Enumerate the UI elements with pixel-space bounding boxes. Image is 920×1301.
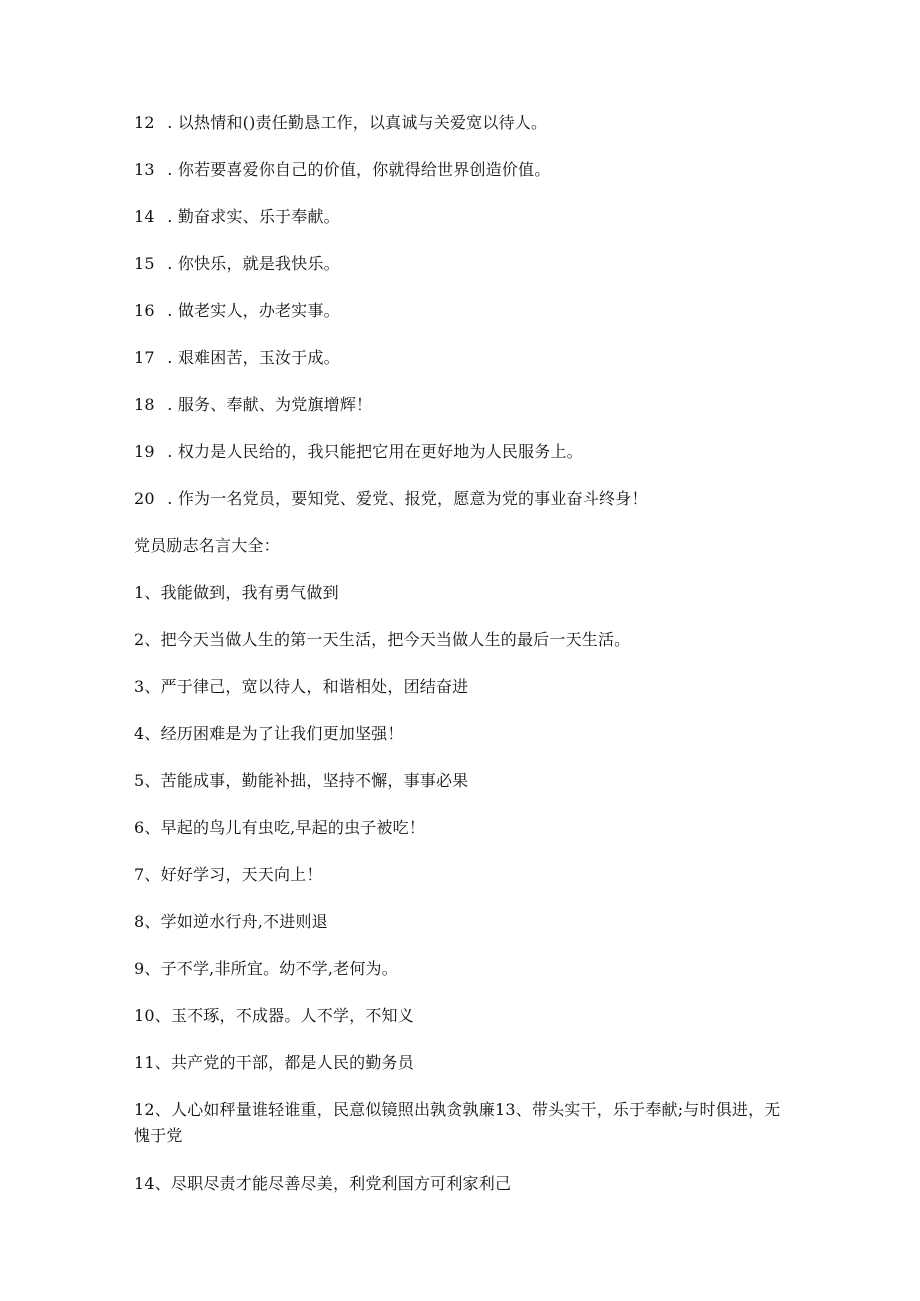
- quote-number: 14: [134, 207, 155, 226]
- quote-number: 17: [134, 348, 155, 367]
- list-item: 3、严于律己，宽以待人，和谐相处，团结奋进: [134, 677, 469, 696]
- quote-text: . 作为一名党员，要知党、爱党、报党，愿意为党的事业奋斗终身！: [162, 489, 648, 508]
- quote-number: 12: [134, 113, 155, 132]
- quote-line-20: [134, 486, 784, 512]
- quote-text: . 艰难困苦，玉汝于成。: [162, 348, 340, 367]
- quote-line-18: [134, 392, 784, 418]
- list-item: 10、玉不琢，不成器。人不学，不知义: [134, 1006, 414, 1025]
- quote-number: 19: [134, 442, 155, 461]
- quote-line-14: [134, 204, 784, 230]
- quote-number: 18: [134, 395, 155, 414]
- list-item: 14、尽职尽责才能尽善尽美，利党利国方可利家利己: [134, 1174, 512, 1193]
- quote-number: 15: [134, 254, 155, 273]
- quote-text: . 服务、奉献、为党旗增辉！: [162, 395, 373, 414]
- list-item: 11、共产党的干部，都是人民的勤务员: [134, 1053, 414, 1072]
- list-item: 2、把今天当做人生的第一天生活，把今天当做人生的最后一天生活。: [134, 630, 631, 649]
- list-item: 9、子不学,非所宜。幼不学,老何为。: [134, 959, 398, 978]
- list-item: 6、早起的鸟儿有虫吃,早起的虫子被吃！: [134, 818, 426, 837]
- quote-text: . 勤奋求实、乐于奉献。: [162, 207, 340, 226]
- quote-number: 13: [134, 160, 155, 179]
- section-heading: 党员励志名言大全：: [134, 536, 280, 555]
- quote-line-13: [134, 157, 784, 183]
- list-item: 7、好好学习，天天向上！: [134, 865, 323, 884]
- quote-line-12: [134, 110, 784, 136]
- quote-line-15: [134, 251, 784, 277]
- quote-line-17: [134, 345, 784, 371]
- quote-text: . 以热情和()责任勤恳工作，以真诚与关爱宽以待人。: [162, 113, 548, 132]
- list-item: 5、苦能成事，勤能补拙，坚持不懈，事事必果: [134, 771, 469, 790]
- quote-number: 16: [134, 301, 155, 320]
- quote-text: . 做老实人，办老实事。: [162, 301, 340, 320]
- list-item: 12、人心如秤量谁轻谁重，民意似镜照出孰贪孰廉13、带头实干，乐于奉献;与时俱进，无愧于党: [134, 1100, 781, 1145]
- quote-number: 20: [134, 489, 155, 508]
- quote-text: . 你若要喜爱你自己的价值，你就得给世界创造价值。: [162, 160, 551, 179]
- list-item: 4、经历困难是为了让我们更加坚强！: [134, 724, 404, 743]
- quote-text: . 你快乐，就是我快乐。: [162, 254, 340, 273]
- quote-text: . 权力是人民给的，我只能把它用在更好地为人民服务上。: [162, 442, 583, 461]
- list-item: 8、学如逆水行舟,不进则退: [134, 912, 328, 931]
- quote-line-19: [134, 439, 784, 465]
- list-item: 1、我能做到，我有勇气做到: [134, 583, 339, 602]
- quote-line-16: [134, 298, 784, 324]
